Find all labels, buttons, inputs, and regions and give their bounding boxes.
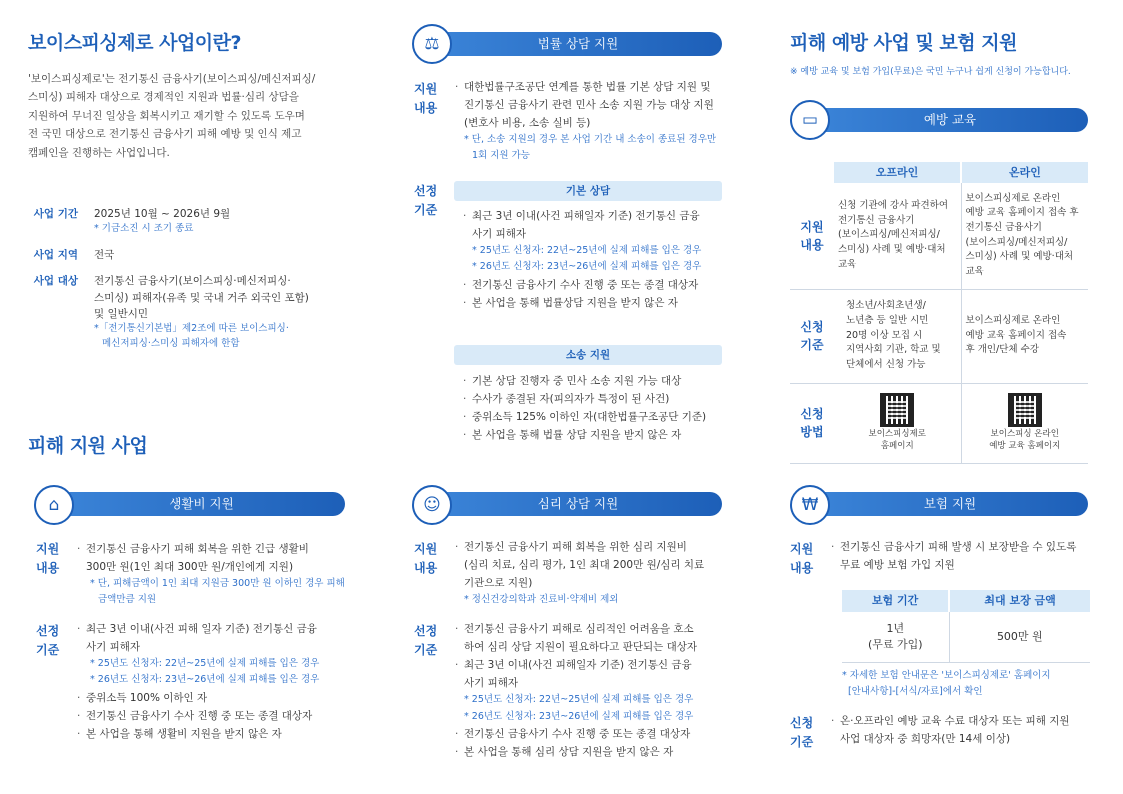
about-intro: '보이스피싱제로'는 전기통신 금융사기(보이스피싱/메신저피싱/ 스미싱) 피해자 대상으로 경제적인 지원과 법률·심리 상담을 지원하여 무너진 일상을 회복시키고 재기할 수 있도록 도우며 전 국민 대상으로 전기통신 금융사기 피해 예방 및 인식 제고 캠페인을 진행하는 사업입니다. (28, 73, 316, 159)
business-info (28, 200, 358, 351)
edu-table (790, 162, 1088, 464)
psych-support-body: · 전기통신 금융사기 피해 회복을 위한 심리 지원비 (심리 치료, 심리 평가, 1인 최대 200만 원/심리 치료 기관으로 지원) * 정신건강의학과 진료비·약제비 제외 (454, 538, 734, 608)
ins-col-period: 보험 기간 (842, 590, 949, 612)
basic-consult-body: · 최근 3년 이내(사건 피해일자 기준) 전기통신 금융 사기 피해자 * 25년도 신청자: 22년~25년에 실제 피해를 입은 경우 * 26년도 신청자: 23년~26년에 실제 피해를 입은 경우 · 전기통신 금융사기 수사 진행 중 또는 종결 대상자 · 본 사업을 통해 법률상담 지원을 받지 않은 자 (462, 207, 732, 312)
ins-max-value: 500만 원 (949, 612, 1090, 662)
living-support-body: · 전기통신 금융사기 피해 회복을 위한 긴급 생활비 300만 원(1인 최대 300만 원/개인에게 지원) * 단, 피해금액이 1인 최대 지원금 300만 원 이하인 경우 피해 금액만큼 지원 (76, 540, 366, 609)
psych-banner: 심리 상담 지원 (434, 492, 722, 516)
about-title: 보이스피싱제로 사업이란? (28, 32, 242, 54)
info-period: 사업 기간 2025년 10월 ~ 2026년 9월 * 기금소진 시 조기 종료 (33, 208, 231, 235)
edu-offline-qr[interactable]: 보이스피싱제로 홈페이지 (834, 383, 961, 463)
legal-support-label: 지원 내용 (414, 82, 438, 115)
support-section-title: 피해 지원 사업 (28, 435, 148, 457)
living-support-label: 지원 내용 (36, 542, 60, 575)
edu-offline-support: 신청 기관에 강사 파견하여 전기통신 금융사기 (보이스피싱/메신저피싱/ 스미싱) 사례 및 예방·대처 교육 (834, 183, 961, 289)
left-column (28, 0, 358, 794)
right-column (786, 0, 1094, 794)
living-criteria-body: · 최근 3년 이내(사건 피해 일자 기준) 전기통신 금융 사기 피해자 * 25년도 신청자: 22년~25년에 실제 피해를 입은 경우 * 26년도 신청자: 23년~26년에 실제 피해를 입은 경우 · 중위소득 100% 이하인 자 · 전기통신 금융사기 수사 진행 중 또는 종결 대상자 · 본 사업을 통해 생활비 지원을 받지 않은 자 (76, 620, 366, 743)
insurance-table (842, 590, 1090, 663)
middle-column (406, 0, 726, 794)
edu-row-support-label: 지원 내용 (790, 183, 834, 289)
edu-row-method-label: 신청 방법 (790, 383, 834, 463)
head-heart-icon: ☺ (412, 485, 452, 525)
insurance-criteria-body: · 온·오프라인 예방 교육 수료 대상자 또는 피해 지원 사업 대상자 중 희망자(만 14세 이상) (830, 712, 1092, 748)
ins-col-max: 최대 보장 금액 (949, 590, 1090, 612)
legal-support-body: · 대한법률구조공단 연계를 통한 법률 기본 상담 지원 및 진기통신 금융사기 관련 민사 소송 지원 가능 대상 지원 (변호사 비용, 소송 실비 등) * 단, 소송 지원의 경우 본 사업 기간 내 소송이 종료된 경우만 1회 지원 가능 (454, 78, 734, 165)
living-banner: 생활비 지원 (58, 492, 345, 516)
info-region: 사업 지역 전국 (33, 248, 115, 261)
legal-criteria-label: 선정 기준 (414, 184, 438, 217)
scales-icon: ⚖ (412, 24, 452, 64)
insurance-support-label: 지원 내용 (790, 542, 814, 575)
insurance-note: * 자세한 보험 안내문은 '보이스피싱제로' 홈페이지 [안내사항]-[서식/자료]에서 확인 (842, 670, 1051, 698)
basic-consult-header: 기본 상담 (454, 181, 722, 201)
legal-banner: 법률 상담 지원 (434, 32, 722, 56)
hand-coin-icon: ₩ (790, 485, 830, 525)
insurance-criteria-label: 신청 기준 (790, 716, 814, 749)
prevention-title: 피해 예방 사업 및 보험 지원 (790, 32, 1017, 54)
psych-criteria-label: 선정 기준 (414, 624, 438, 657)
qr-code-online-edu[interactable] (1008, 393, 1042, 427)
edu-col-online: 온라인 (961, 162, 1088, 183)
edu-offline-criteria: 청소년/사회초년생/ 노년층 등 일반 시민 20명 이상 모집 시 지역사회 기관, 학교 및 단체에서 신청 가능 (834, 289, 961, 383)
prevention-notice: ※ 예방 교육 및 보험 가입(무료)은 국민 누구나 쉽게 신청이 가능합니다. (790, 67, 1071, 77)
edu-online-criteria: 보이스피싱제로 온라인 예방 교육 홈페이지 접속 후 개인/단체 수강 (961, 289, 1088, 383)
edu-online-support: 보이스피싱제로 온라인 예방 교육 홈페이지 접속 후 전기통신 금융사기 (보이스피싱/메신저피싱/ 스미싱) 사례 및 예방·대처 교육 (961, 183, 1088, 289)
insurance-support-body: · 전기통신 금융사기 피해 발생 시 보장받을 수 있도록 무료 예방 보험 가입 지원 (830, 538, 1092, 574)
edu-online-qr[interactable]: 보이스피싱 온라인 예방 교육 홈페이지 (961, 383, 1088, 463)
info-target: 사업 대상 전기통신 금융사기(보이스피싱·메신저피싱· 스미싱) 피해자(유족 및 국내 거주 외국인 포함) 및 일반시민 *「전기통신기본법」제2조에 따른 보이스피싱· 메신저피싱·스미싱 피해자에 한함 (33, 275, 309, 349)
ins-period-value: 1년 (무료 가입) (842, 612, 949, 662)
insurance-banner: 보험 지원 (812, 492, 1088, 516)
psych-support-label: 지원 내용 (414, 542, 438, 575)
edu-col-offline: 오프라인 (834, 162, 961, 183)
house-heart-icon: ⌂ (34, 485, 74, 525)
lawsuit-body: · 기본 상담 진행자 중 민사 소송 지원 가능 대상 · 수사가 종결된 자(피의자가 특정이 된 사건) · 중위소득 125% 이하인 자(대한법률구조공단 기준) · 본 사업을 통해 법률 상담 지원을 받지 않은 자 (462, 372, 732, 444)
edu-row-criteria-label: 신청 기준 (790, 289, 834, 383)
qr-code-homepage[interactable] (880, 393, 914, 427)
tablet-icon: ▭ (790, 100, 830, 140)
psych-criteria-body: · 전기통신 금융사기 피해로 심리적인 어려움을 호소 하여 심리 상담 지원이 필요하다고 판단되는 대상자 · 최근 3년 이내(사건 피해일자 기준) 전기통신 금융 사기 피해자 * 25년도 신청자: 22년~25년에 실제 피해를 입은 경우 * 26년도 신청자: 23년~26년에 실제 피해를 입은 경우 · 전기통신 금융사기 수사 진행 중 또는 종결 대상자 · 본 사업을 통해 심리 상담 지원을 받지 않은 자 (454, 620, 734, 761)
lawsuit-header: 소송 지원 (454, 345, 722, 365)
living-criteria-label: 선정 기준 (36, 624, 60, 657)
edu-banner: 예방 교육 (812, 108, 1088, 132)
